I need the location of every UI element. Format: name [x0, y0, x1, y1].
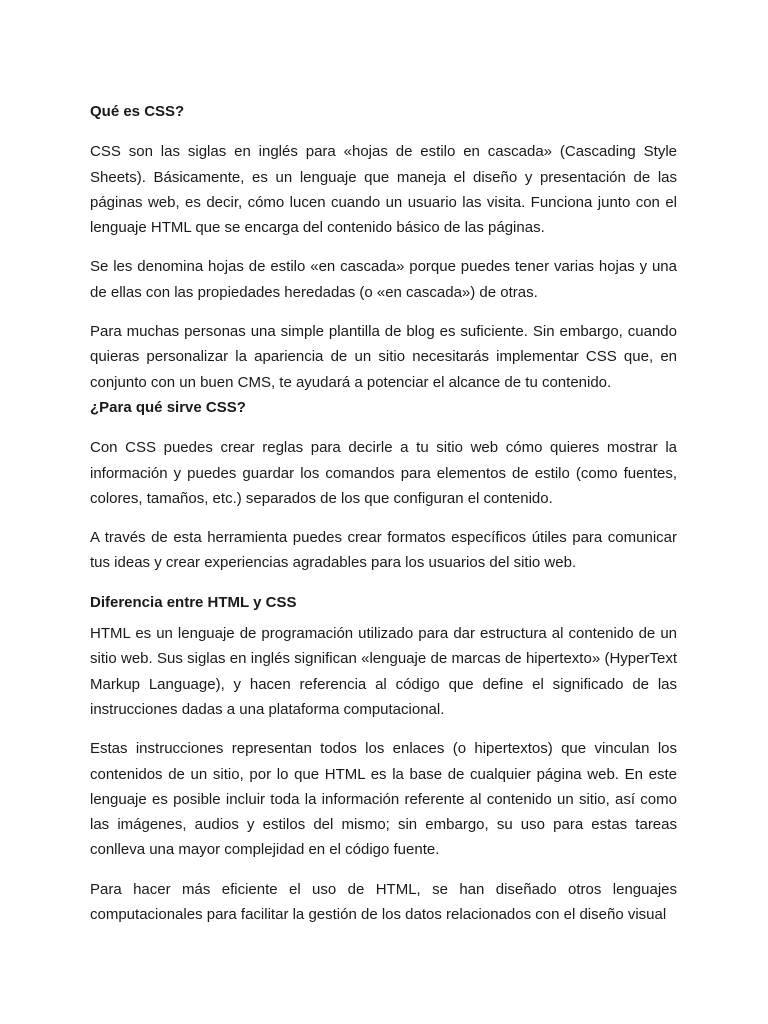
- paragraph: Para hacer más eficiente el uso de HTML, se han diseñado otros lenguajes computacionales para facilitar la gestión de los datos relacionados con el diseño visual: [90, 880, 677, 924]
- section-heading-para-que-sirve-css: ¿Para qué sirve CSS?: [90, 398, 246, 416]
- paragraph: CSS son las siglas en inglés para «hojas de estilo en cascada» (Cascading Style Sheets). Básicamente, es un lenguaje que maneja el diseño y presentación de las páginas web, es decir, cómo lucen cuando un usuario las visita. Funciona junto con el lenguaje HTML que se encarga del contenido básico de las páginas.: [90, 143, 677, 237]
- paragraph: Se les denomina hojas de estilo «en cascada» porque puedes tener varias hojas y una de ellas con las propiedades heredadas (o «en cascada») de otras.: [90, 258, 677, 301]
- paragraph: Estas instrucciones representan todos los enlaces (o hipertextos) que vinculan los contenidos de un sitio, por lo que HTML es la base de cualquier página web. En este lenguaje es posible incluir toda la información referente al contenido un sitio, así como las imágenes, audios y estilos del mismo; sin embargo, su uso para estas tareas conlleva una mayor complejidad en el código fuente.: [90, 740, 677, 859]
- section-heading-que-es-css: Qué es CSS?: [90, 103, 185, 120]
- section-heading-diferencia-html-css: Diferencia entre HTML y CSS: [90, 593, 297, 611]
- document-page: [90, 99, 677, 927]
- paragraph: Con CSS puedes crear reglas para decirle a tu sitio web cómo quieres mostrar la información y puedes guardar los comandos para elementos de estilo (como fuentes, colores, tamaños, etc.) separados de los que configuran el contenido.: [90, 439, 677, 507]
- paragraph: Para muchas personas una simple plantilla de blog es suficiente. Sin embargo, cuando quieras personalizar la apariencia de un sitio necesitarás implementar CSS que, en conjunto con un buen CMS, te ayudará a potenciar el alcance de tu contenido.: [90, 323, 677, 391]
- paragraph: HTML es un lenguaje de programación utilizado para dar estructura al contenido de un sitio web. Sus siglas en inglés significan «lenguaje de marcas de hipertexto» (HyperText Markup Language), y hacen referencia al código que define el significado de las instrucciones dadas a una plataforma computacional.: [90, 625, 677, 718]
- paragraph: A través de esta herramienta puedes crear formatos específicos útiles para comunicar tus ideas y crear experiencias agradables para los usuarios del sitio web.: [90, 529, 677, 572]
